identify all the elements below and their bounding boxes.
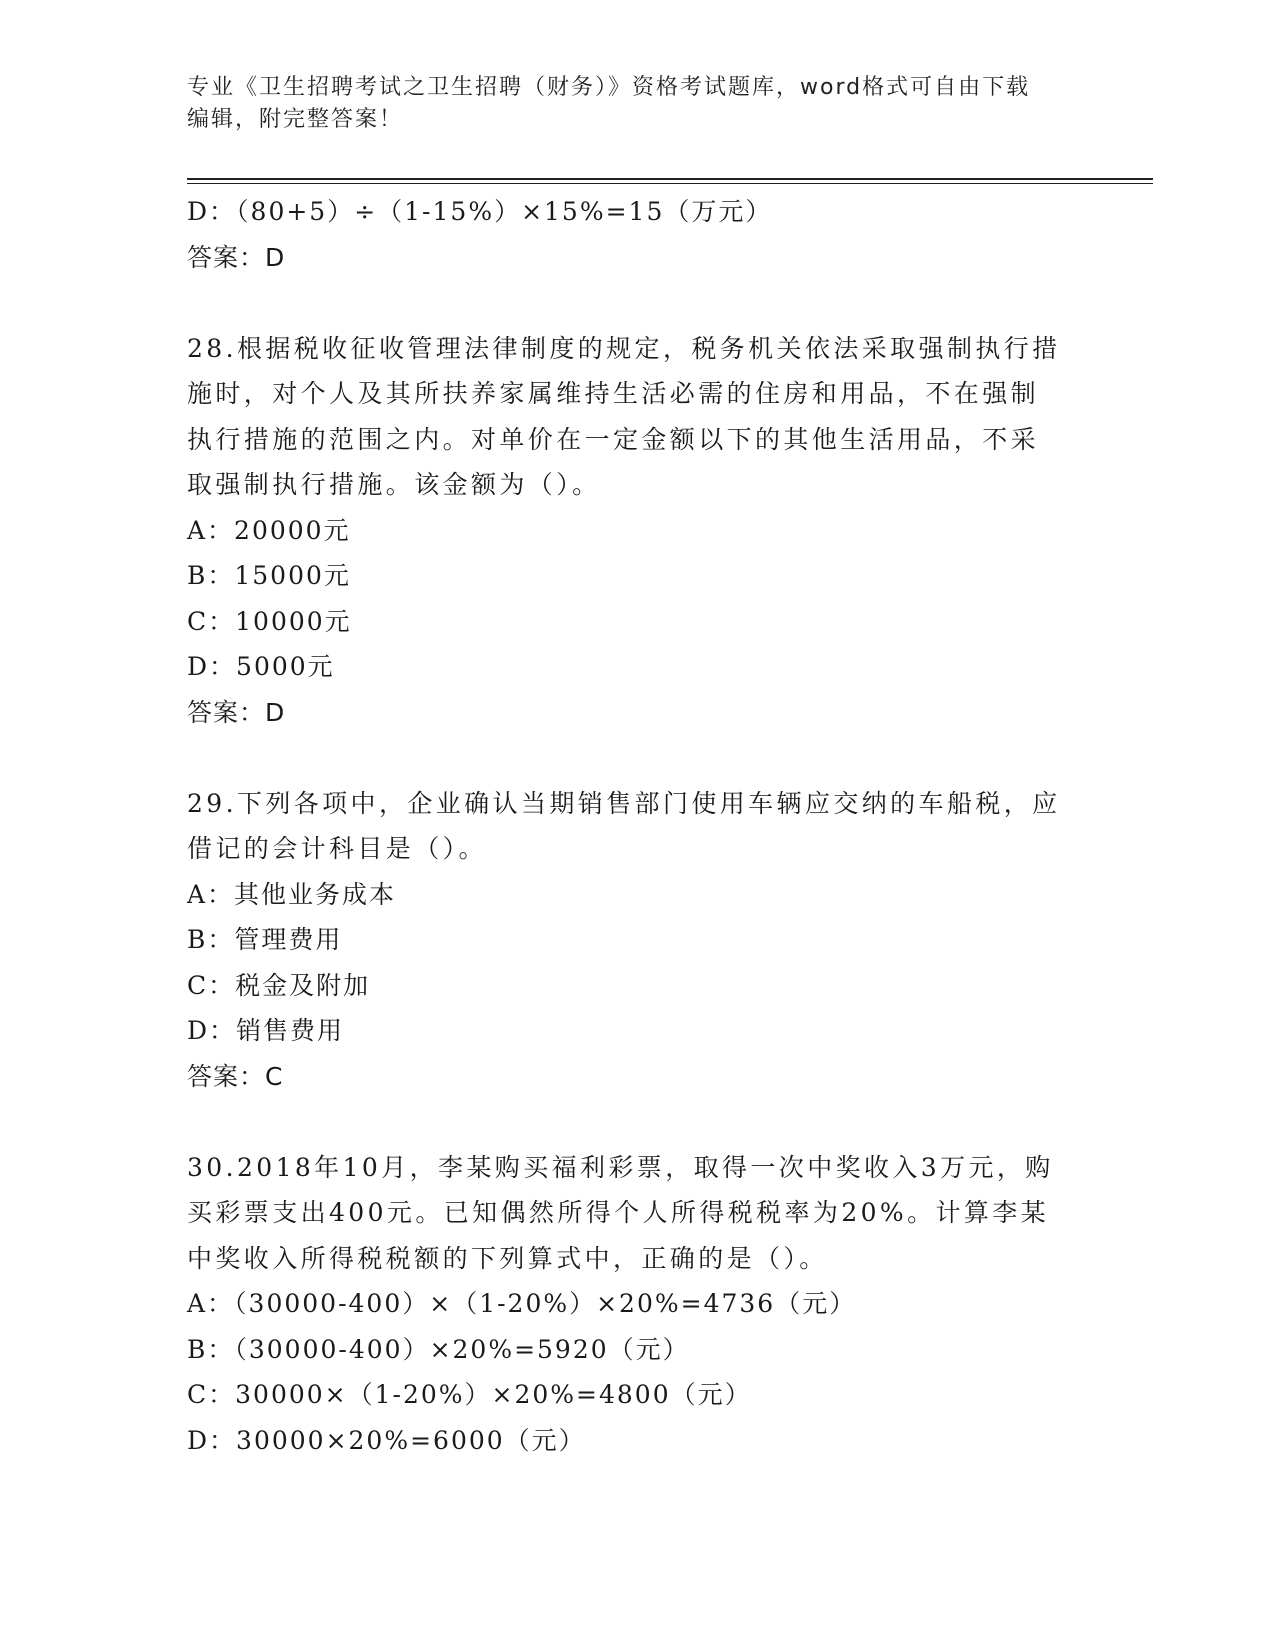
previous-question-tail [187, 189, 1087, 280]
question-29 [187, 781, 1087, 1100]
option-b: B：管理费用 [187, 925, 343, 954]
option-c: C：30000×（1-20%）×20%=4800（元） [187, 1380, 752, 1409]
header-line-2: 编辑，附完整答案！ [187, 107, 404, 132]
question-text: 30.2018年10月，李某购买福利彩票，取得一次中奖收入3万元，购买彩票支出400元。已知偶然所得个人所得税税率为20%。计算李某中奖收入所得税税额的下列算式中，正确的是（）。 [187, 1152, 1054, 1273]
question-text: 28.根据税收征收管理法律制度的规定，税务机关依法采取强制执行措施时，对个人及其所扶养家属维持生活必需的住房和用品，不在强制执行措施的范围之内。对单价在一定金额以下的其他生活用品，不采取强制执行措施。该金额为（）。 [187, 333, 1061, 499]
option-d: D：5000元 [187, 652, 335, 681]
option-a: A：20000元 [187, 515, 351, 545]
answer-line: 答案：C [187, 1061, 284, 1091]
option-a: A：（30000-400）×（1-20%）×20%=4736（元） [187, 1289, 857, 1318]
spacer [187, 735, 1087, 781]
question-list [187, 189, 1087, 1463]
question-text: 29.下列各项中，企业确认当期销售部门使用车辆应交纳的车船税，应借记的会计科目是（）。 [187, 788, 1061, 863]
page-header [187, 72, 1087, 136]
option-c: C：10000元 [187, 606, 352, 636]
answer-line: 答案：D [187, 242, 286, 272]
spacer [187, 280, 1087, 326]
option-b: B：15000元 [187, 561, 351, 590]
header-divider-thick [187, 178, 1153, 180]
option-c: C：税金及附加 [187, 970, 371, 1000]
question-30 [187, 1145, 1087, 1464]
answer-line: 答案：D [187, 697, 286, 727]
option-b: B：（30000-400）×20%=5920（元） [187, 1334, 690, 1364]
option-d: D：30000×20%=6000（元） [187, 1425, 586, 1455]
option-d: D：销售费用 [187, 1016, 345, 1045]
question-28 [187, 326, 1087, 736]
header-divider-thin [187, 183, 1153, 184]
option-a: A：其他业务成本 [187, 879, 397, 909]
header-line-1: 专业《卫生招聘考试之卫生招聘（财务）》资格考试题库，word格式可自由下载 [187, 75, 1031, 100]
spacer [187, 1099, 1087, 1145]
option-d: D：（80+5）÷（1-15%）×15%=15（万元） [187, 197, 773, 226]
